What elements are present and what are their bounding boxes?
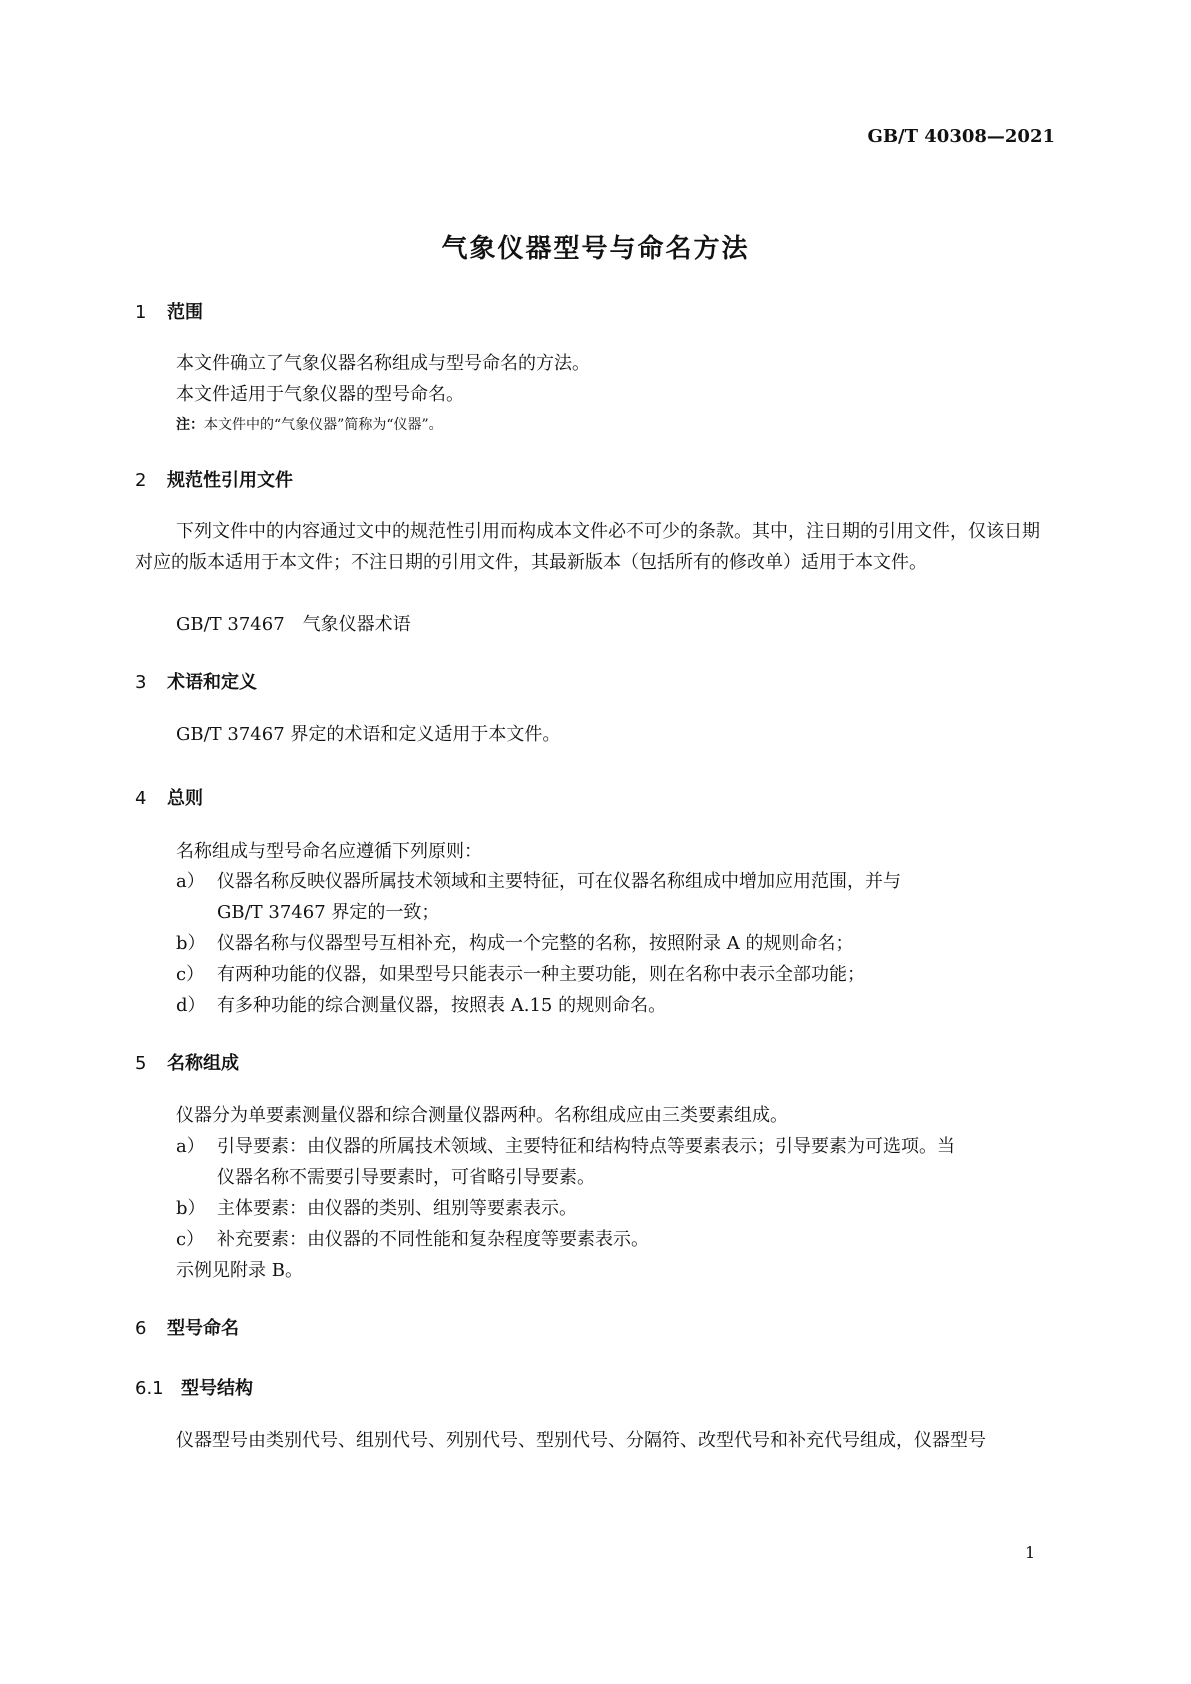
list-marker: b）: [176, 933, 206, 954]
list-text: 仪器名称反映仪器所属技术领域和主要特征，可在仪器名称组成中增加应用范围，并与: [217, 871, 901, 892]
section-4-heading: [135, 784, 203, 810]
list-text: 仪器名称与仪器型号互相补充，构成一个完整的名称，按照附录 A 的规则命名；: [217, 933, 854, 954]
standard-number: GB/T 40308—2021: [867, 126, 1055, 147]
list-item: [176, 990, 666, 1021]
section-title: 范围: [167, 302, 203, 323]
list-item: [176, 928, 853, 959]
list-text: 有两种功能的仪器，如果型号只能表示一种主要功能，则在名称中表示全部功能；: [217, 964, 865, 985]
section-3-heading: [135, 668, 257, 694]
section-title: 总则: [167, 788, 203, 809]
document-title: 气象仪器型号与命名方法: [441, 234, 750, 264]
section-2-heading: [135, 466, 293, 492]
list-item: [176, 1131, 955, 1162]
list-item: [176, 866, 901, 897]
section-title: 规范性引用文件: [167, 470, 293, 491]
section-5-heading: [135, 1049, 239, 1075]
list-text: 补充要素：由仪器的不同性能和复杂程度等要素表示。: [217, 1229, 649, 1250]
list-marker: b）: [176, 1198, 206, 1219]
list-text: 主体要素：由仪器的类别、组别等要素表示。: [217, 1198, 577, 1219]
section-title: 型号结构: [181, 1378, 253, 1399]
list-marker: a）: [176, 1136, 205, 1157]
paragraph: 本文件适用于气象仪器的型号命名。: [176, 384, 464, 405]
list-marker: d）: [176, 995, 206, 1016]
section-number: 3: [135, 672, 147, 693]
paragraph: 本文件确立了气象仪器名称组成与型号命名的方法。: [176, 353, 590, 374]
section-number: 6.1: [135, 1378, 164, 1399]
section-number: 1: [135, 302, 147, 323]
list-item: [176, 1193, 577, 1224]
paragraph: 下列文件中的内容通过文中的规范性引用而构成本文件必不可少的条款。其中，注日期的引用文件，仅该日期对应的版本适用于本文件；不注日期的引用文件，其最新版本（包括所有的修改单）适用于本文件。: [135, 521, 1040, 573]
paragraph: 仪器型号由类别代号、组别代号、列别代号、型别代号、分隔符、改型代号和补充代号组成，仪器型号: [176, 1430, 986, 1451]
list-marker: c）: [176, 964, 205, 985]
paragraph: 名称组成与型号命名应遵循下列原则：: [176, 841, 482, 862]
list-text: 有多种功能的综合测量仪器，按照表 A.15 的规则命名。: [217, 995, 667, 1016]
list-item-continued: 仪器名称不需要引导要素时，可省略引导要素。: [217, 1167, 595, 1188]
note: [176, 414, 443, 434]
note-label: 注：: [176, 417, 204, 433]
subsection-6-1-heading: [135, 1374, 253, 1400]
list-item: [176, 1224, 649, 1255]
section-number: 5: [135, 1053, 147, 1074]
section-6-heading: [135, 1314, 239, 1340]
paragraph: 仪器分为单要素测量仪器和综合测量仪器两种。名称组成应由三类要素组成。: [176, 1105, 788, 1126]
section-number: 6: [135, 1318, 147, 1339]
list-marker: c）: [176, 1229, 205, 1250]
section-title: 名称组成: [167, 1053, 239, 1074]
section-number: 4: [135, 788, 147, 809]
section-1-heading: [135, 298, 203, 324]
section-number: 2: [135, 470, 147, 491]
section-title: 术语和定义: [167, 672, 257, 693]
list-text: 引导要素：由仪器的所属技术领域、主要特征和结构特点等要素表示；引导要素为可选项。当: [217, 1136, 955, 1157]
page-number: 1: [1025, 1543, 1036, 1562]
paragraph: GB/T 37467 界定的术语和定义适用于本文件。: [176, 724, 561, 745]
note-text: 本文件中的“气象仪器”简称为“仪器”。: [204, 417, 443, 433]
normative-reference: GB/T 37467 气象仪器术语: [176, 614, 411, 635]
list-marker: a）: [176, 871, 205, 892]
list-item-continued: GB/T 37467 界定的一致；: [217, 902, 440, 923]
list-item: [176, 959, 865, 990]
section-title: 型号命名: [167, 1318, 239, 1339]
paragraph: 示例见附录 B。: [176, 1260, 303, 1281]
